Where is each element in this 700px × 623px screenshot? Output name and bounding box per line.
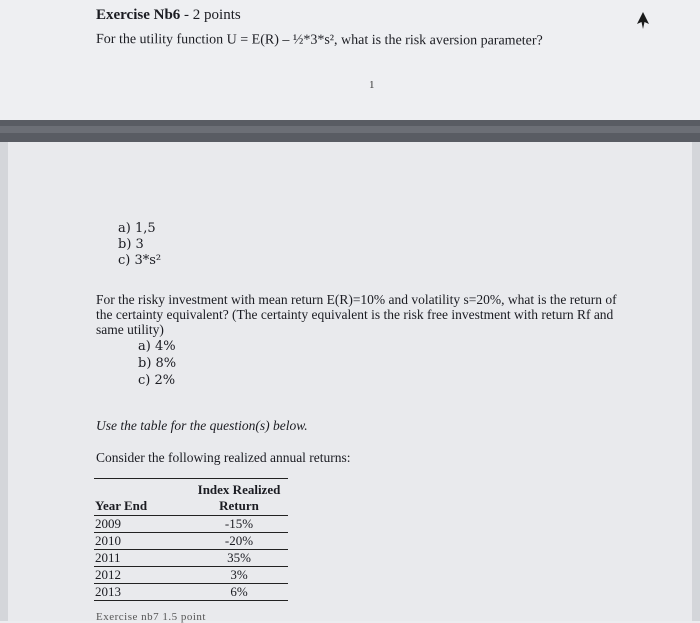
option-c[interactable]: c) 2% — [138, 373, 176, 388]
table-row — [94, 566, 288, 583]
cell-return: 35% — [227, 550, 251, 565]
mouse-cursor-icon — [636, 12, 650, 30]
next-exercise-header: Exercise nb7 1.5 point — [96, 611, 206, 623]
question-text: For the utility function U = E(R) – ½*3*s², what is the risk aversion parameter? — [95, 32, 543, 49]
section-divider — [0, 120, 700, 142]
question-2-text: For the risky investment with mean return E(R)=10% and volatility s=20%, what is the return of the certainty equivalent? (The certainty equivalent is the risk free investment with return Rf and same utility) — [96, 292, 617, 337]
table-row — [94, 532, 288, 549]
answer-options-1 — [118, 221, 161, 269]
option-b[interactable]: b) 3 — [118, 237, 144, 252]
table-row — [94, 583, 288, 600]
cell-year: 2009 — [95, 516, 121, 531]
exercise-points: - 2 points — [180, 7, 241, 23]
header-return: Return — [219, 498, 259, 513]
table-caption: Consider the following realized annual returns: — [96, 450, 351, 465]
option-b[interactable]: b) 8% — [138, 356, 177, 371]
table-bottom-rule — [94, 600, 288, 601]
cell-return: -20% — [224, 533, 254, 548]
header-year-end: Year End — [95, 498, 148, 513]
cell-year: 2010 — [95, 533, 121, 548]
exercise-number: Exercise Nb6 — [96, 7, 181, 23]
text-cursor-mark: 1 — [369, 79, 375, 91]
cell-year: 2012 — [95, 567, 121, 582]
cell-year: 2013 — [95, 584, 121, 599]
table-row — [94, 549, 288, 566]
header-index-realized: Index Realized — [197, 482, 281, 497]
cell-return: 6% — [230, 584, 248, 599]
right-shadow — [692, 142, 700, 621]
question-panel-top — [0, 0, 700, 120]
option-a[interactable]: a) 4% — [138, 339, 176, 354]
option-c[interactable]: c) 3*s² — [118, 253, 162, 268]
cell-return: -15% — [224, 516, 254, 531]
exercise-title — [96, 7, 241, 24]
table-top-rule — [94, 478, 288, 479]
table-instruction: Use the table for the question(s) below. — [96, 418, 308, 433]
cell-year: 2011 — [95, 550, 121, 565]
option-a[interactable]: a) 1,5 — [118, 221, 156, 236]
cell-return: 3% — [230, 567, 248, 582]
table-row — [94, 515, 288, 532]
answer-options-2 — [138, 338, 176, 389]
left-shadow — [0, 142, 8, 621]
